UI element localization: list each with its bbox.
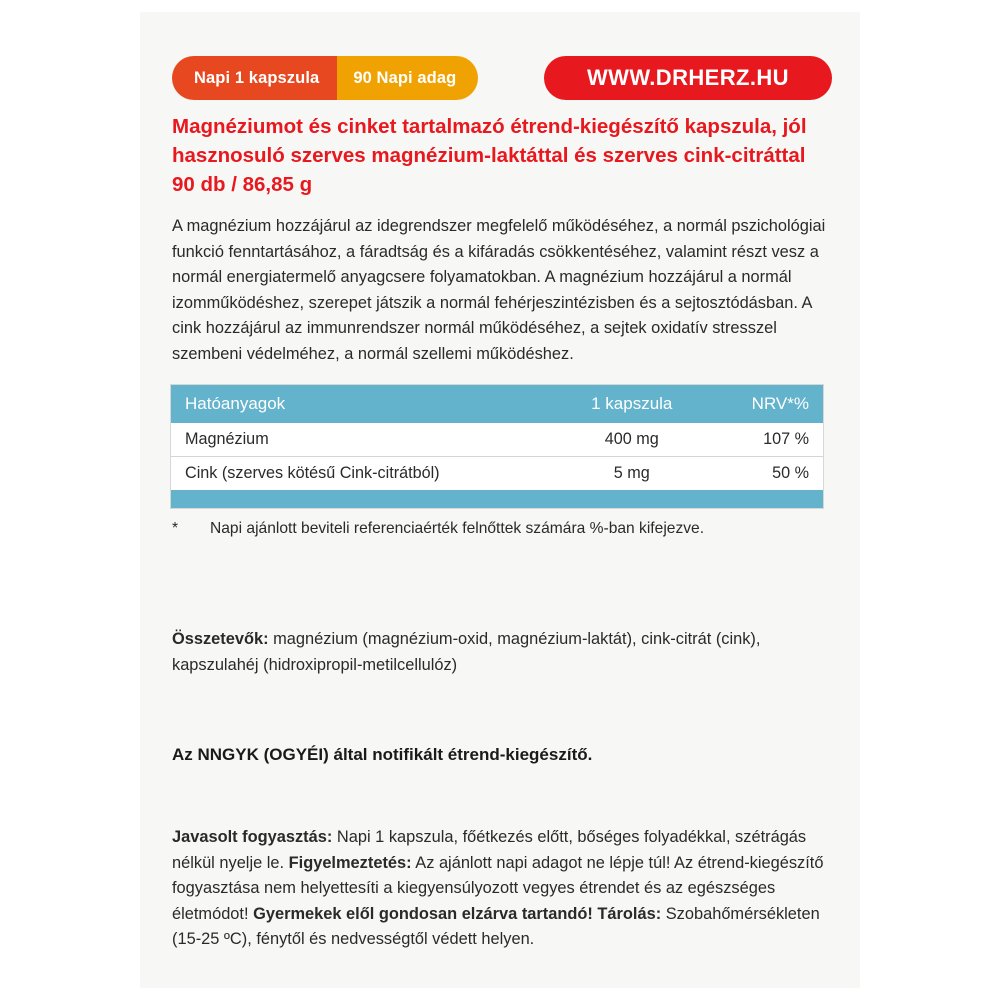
health-claims-paragraph: A magnézium hozzájárul az idegrendszer megfelelő működéséhez, a normál pszichológiai funkció fenntartásához, a fáradtság és a kifáradás csökkentéséhez, valamint részt vesz a normál energiatermelő anyagcsere folyamatokban. A magnézium hozzájárul a normál izomműködéshez, szerepet játszik a normál fehérjeszintézisben és a sejtosztódásban. A cink hozzájárul az immunrendszer normál működéséhez, a sejtek oxidatív stresszel szembeni védelméhez, a normál szellemi működéshez.: [172, 217, 826, 363]
storage-label: Gyermekek elől gondosan elzárva tartandó! Tárolás:: [253, 904, 662, 923]
row-ingredient-name: Cink (szerves kötésű Cink-citrátból): [185, 464, 440, 482]
nrv-footnote: [172, 520, 836, 538]
table-header-row: [171, 385, 823, 423]
usage-label: Javasolt fogyasztás:: [172, 828, 333, 846]
row-amount: 5 mg: [613, 464, 650, 482]
top-badge-row: [172, 56, 832, 102]
row-nrv: 107 %: [706, 423, 823, 457]
label-card: [140, 12, 860, 988]
table-row: [171, 423, 823, 457]
warning-label: Figyelmeztetés:: [288, 853, 412, 872]
storage-text: Szobahőmérsékleten (15-25 ºC), fénytől és nedvességtől védett helyen.: [172, 904, 820, 948]
ingredients-block: [172, 627, 836, 678]
row-amount: 400 mg: [557, 423, 706, 457]
usage-instructions: [172, 825, 844, 953]
footnote-text: Napi ajánlott beviteli referenciaérték felnőttek számára %-ban kifejezve.: [210, 520, 705, 537]
table-footer-bar: [171, 490, 823, 508]
dosage-badge-group: [172, 56, 478, 100]
daily-dose-badge: Napi 1 kapszula: [172, 56, 337, 100]
product-headline: Magnéziumot és cinket tartalmazó étrend-kiegészítő kapszula, jól hasznosuló szerves magnézium-laktáttal és szerves cink-citráttal 90 db / 86,85 g: [172, 115, 807, 196]
table-header-ingredient: Hatóanyagok: [171, 385, 557, 423]
table-header-per-capsule: 1 kapszula: [557, 385, 706, 423]
ingredients-label: Összetevők:: [172, 630, 269, 648]
nutrition-table: [170, 384, 824, 509]
usage-text: Napi 1 kapszula, főétkezés előtt, bőséges folyadékkal, szétrágás nélkül nyelje le.: [172, 828, 807, 872]
row-nrv: 50 %: [772, 464, 809, 482]
table-header-nrv: NRV*%: [706, 385, 823, 423]
warning-text: Az ajánlott napi adagot ne lépje túl! Az étrend-kiegészítő fogyasztása nem helyettesíti a kiegyensúlyozott vegyes étrendet és az egészséges életmódot!: [172, 853, 824, 923]
ingredients-text: magnézium (magnézium-oxid, magnézium-laktát), cink-citrát (cink), kapszulahéj (hidroxipropil-metilcellulóz): [172, 630, 761, 674]
footnote-marker: *: [172, 520, 179, 537]
website-badge[interactable]: WWW.DRHERZ.HU: [544, 56, 832, 100]
table-row: [171, 457, 823, 491]
servings-badge: 90 Napi adag: [337, 56, 478, 100]
notification-statement: Az NNGYK (OGYÉI) által notifikált étrend-kiegészítő.: [172, 745, 593, 764]
row-ingredient-name: Magnézium: [171, 423, 557, 457]
